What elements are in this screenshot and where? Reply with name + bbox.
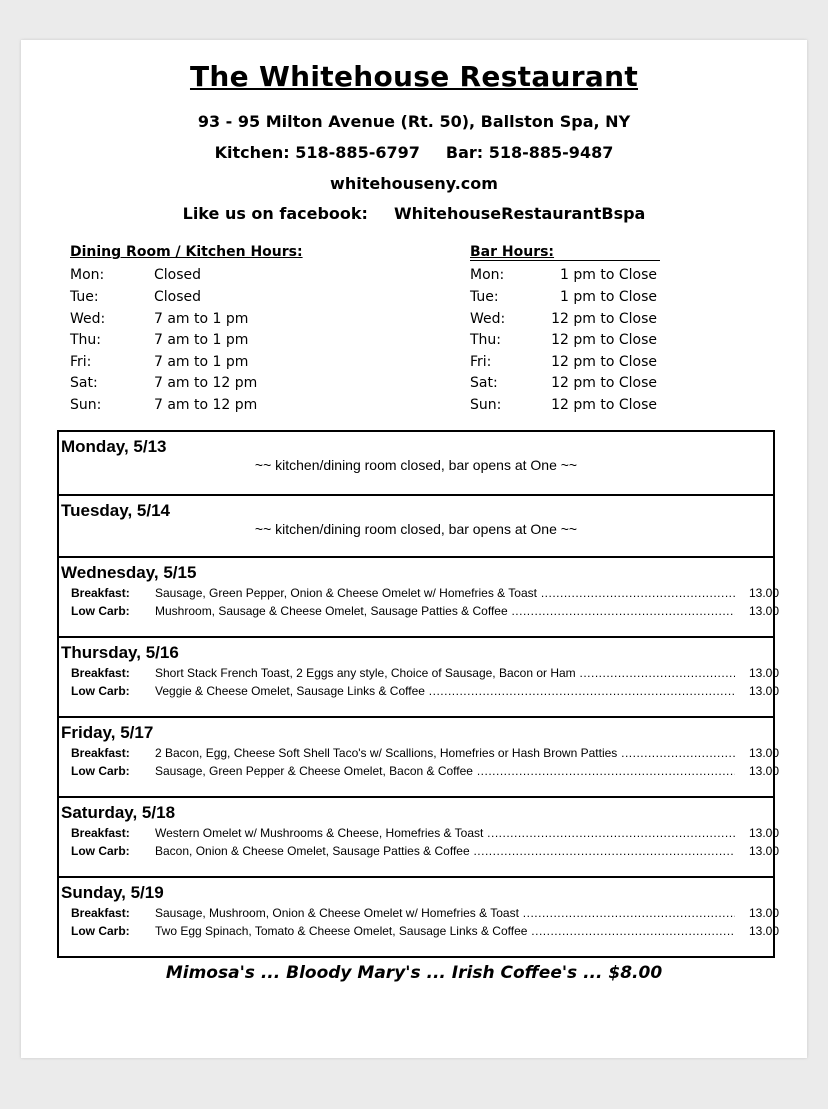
- bar-time: 12 pm to Close: [551, 332, 657, 348]
- day-title: Wednesday, 5/15: [61, 563, 197, 582]
- item-description: 2 Bacon, Egg, Cheese Soft Shell Taco's w/ Scallions, Homefries or Hash Brown Patties .....: [155, 744, 735, 762]
- weekly-menu-table: [57, 430, 779, 958]
- menu-item: [71, 744, 777, 762]
- day-title: Thursday, 5/16: [61, 643, 179, 662]
- bar-time: 12 pm to Close: [551, 354, 657, 370]
- bar-phone: Bar: 518-885-9487: [445, 143, 614, 162]
- day-block-friday: [59, 716, 779, 798]
- bar-day: Sat:: [470, 375, 498, 391]
- item-kind: Breakfast:: [71, 906, 130, 920]
- bar-hours-row: [470, 373, 660, 393]
- day-block-saturday: [59, 796, 779, 878]
- dining-hours-row: [70, 352, 290, 372]
- bar-day: Wed:: [470, 311, 506, 327]
- dining-day: Wed:: [70, 311, 106, 327]
- dining-hours-row: [70, 287, 290, 307]
- bar-time: 1 pm to Close: [560, 289, 657, 305]
- facebook-label: Like us on facebook:: [182, 204, 368, 223]
- item-kind: Breakfast:: [71, 826, 130, 840]
- dining-hours-row: [70, 395, 290, 415]
- dining-time: 7 am to 1 pm: [154, 354, 249, 370]
- item-price: 13.00: [748, 826, 779, 840]
- menu-item: [71, 664, 777, 682]
- day-title: Monday, 5/13: [61, 437, 167, 456]
- bar-day: Thu:: [470, 332, 502, 348]
- item-description: Bacon, Onion & Cheese Omelet, Sausage Patties & Coffee .....: [155, 842, 735, 860]
- item-price: 13.00: [748, 604, 779, 618]
- item-kind: Breakfast:: [71, 666, 130, 680]
- bar-day: Fri:: [470, 354, 492, 370]
- facebook-handle: WhitehouseRestaurantBspa: [393, 204, 646, 223]
- bar-day: Sun:: [470, 397, 502, 413]
- bar-hours-row: [470, 265, 660, 285]
- item-price: 13.00: [748, 764, 779, 778]
- item-description: Two Egg Spinach, Tomato & Cheese Omelet, Sausage Links & Coffee .....: [155, 922, 735, 940]
- item-kind: Low Carb:: [71, 924, 130, 938]
- bar-hours-row: [470, 330, 660, 350]
- item-price: 13.00: [748, 684, 779, 698]
- item-description: Veggie & Cheese Omelet, Sausage Links & Coffee .....: [155, 682, 735, 700]
- day-title: Friday, 5/17: [61, 723, 154, 742]
- item-description: Short Stack French Toast, 2 Eggs any style, Choice of Sausage, Bacon or Ham .....: [155, 664, 735, 682]
- day-title: Sunday, 5/19: [61, 883, 164, 902]
- bar-hours-heading: Bar Hours:: [470, 244, 660, 261]
- menu-item: [71, 584, 777, 602]
- day-title: Saturday, 5/18: [61, 803, 176, 822]
- dining-hours-row: [70, 373, 290, 393]
- day-block-sunday: [59, 876, 779, 958]
- day-title: Tuesday, 5/14: [61, 501, 170, 520]
- item-description: Sausage, Green Pepper & Cheese Omelet, Bacon & Coffee .....: [155, 762, 735, 780]
- menu-page: [21, 40, 807, 1058]
- bar-hours-row: [470, 395, 660, 415]
- dining-time: 7 am to 1 pm: [154, 311, 249, 327]
- item-kind: Breakfast:: [71, 586, 130, 600]
- item-price: 13.00: [748, 844, 779, 858]
- menu-item: [71, 842, 777, 860]
- bar-day: Tue:: [470, 289, 499, 305]
- dining-day: Sun:: [70, 397, 102, 413]
- item-price: 13.00: [748, 666, 779, 680]
- dining-time: Closed: [154, 289, 202, 305]
- day-block-wednesday: [59, 556, 779, 638]
- item-description: Sausage, Mushroom, Onion & Cheese Omelet w/ Homefries & Toast .....: [155, 904, 735, 922]
- dining-hours-row: [70, 309, 290, 329]
- closed-note: ~~ kitchen/dining room closed, bar opens at One ~~: [254, 521, 578, 537]
- menu-item: [71, 824, 777, 842]
- day-block-thursday: [59, 636, 779, 718]
- bar-time: 12 pm to Close: [551, 375, 657, 391]
- kitchen-phone: Kitchen: 518-885-6797: [214, 143, 420, 162]
- closed-note: ~~ kitchen/dining room closed, bar opens at One ~~: [254, 457, 578, 473]
- drinks-special: Mimosa's ... Bloody Mary's ... Irish Coffee's ... $8.00: [165, 963, 663, 983]
- menu-item: [71, 682, 777, 700]
- item-price: 13.00: [748, 586, 779, 600]
- dining-time: 7 am to 12 pm: [154, 375, 258, 391]
- dining-hours-row: [70, 330, 290, 350]
- menu-item: [71, 904, 777, 922]
- phone-line: [21, 143, 807, 162]
- dining-day: Fri:: [70, 354, 92, 370]
- dining-time: Closed: [154, 267, 202, 283]
- bar-time: 12 pm to Close: [551, 311, 657, 327]
- item-description: Sausage, Green Pepper, Onion & Cheese Omelet w/ Homefries & Toast .....: [155, 584, 735, 602]
- item-price: 13.00: [748, 924, 779, 938]
- menu-item: [71, 922, 777, 940]
- item-kind: Breakfast:: [71, 746, 130, 760]
- restaurant-name: The Whitehouse Restaurant: [189, 60, 639, 93]
- day-block-monday: [59, 432, 773, 494]
- item-description: Western Omelet w/ Mushrooms & Cheese, Homefries & Toast .....: [155, 824, 735, 842]
- item-price: 13.00: [748, 746, 779, 760]
- dining-day: Thu:: [70, 332, 102, 348]
- item-kind: Low Carb:: [71, 604, 130, 618]
- dining-day: Sat:: [70, 375, 98, 391]
- bar-time: 12 pm to Close: [551, 397, 657, 413]
- item-kind: Low Carb:: [71, 844, 130, 858]
- bar-day: Mon:: [470, 267, 505, 283]
- dining-hours-row: [70, 265, 290, 285]
- menu-item: [71, 602, 777, 620]
- item-kind: Low Carb:: [71, 684, 130, 698]
- bar-hours-row: [470, 309, 660, 329]
- day-block-tuesday: [59, 494, 773, 558]
- bar-time: 1 pm to Close: [560, 267, 657, 283]
- dining-day: Tue:: [70, 289, 99, 305]
- bar-hours-row: [470, 287, 660, 307]
- menu-item: [71, 762, 777, 780]
- website: whitehouseny.com: [330, 174, 498, 193]
- item-description: Mushroom, Sausage & Cheese Omelet, Sausage Patties & Coffee .....: [155, 602, 735, 620]
- facebook-line: [21, 204, 807, 223]
- dining-day: Mon:: [70, 267, 105, 283]
- item-price: 13.00: [748, 906, 779, 920]
- bar-hours-row: [470, 352, 660, 372]
- item-kind: Low Carb:: [71, 764, 130, 778]
- dining-hours-heading: Dining Room / Kitchen Hours:: [70, 244, 303, 260]
- dining-time: 7 am to 1 pm: [154, 332, 249, 348]
- dining-time: 7 am to 12 pm: [154, 397, 258, 413]
- address: 93 - 95 Milton Avenue (Rt. 50), Ballston Spa, NY: [197, 112, 631, 131]
